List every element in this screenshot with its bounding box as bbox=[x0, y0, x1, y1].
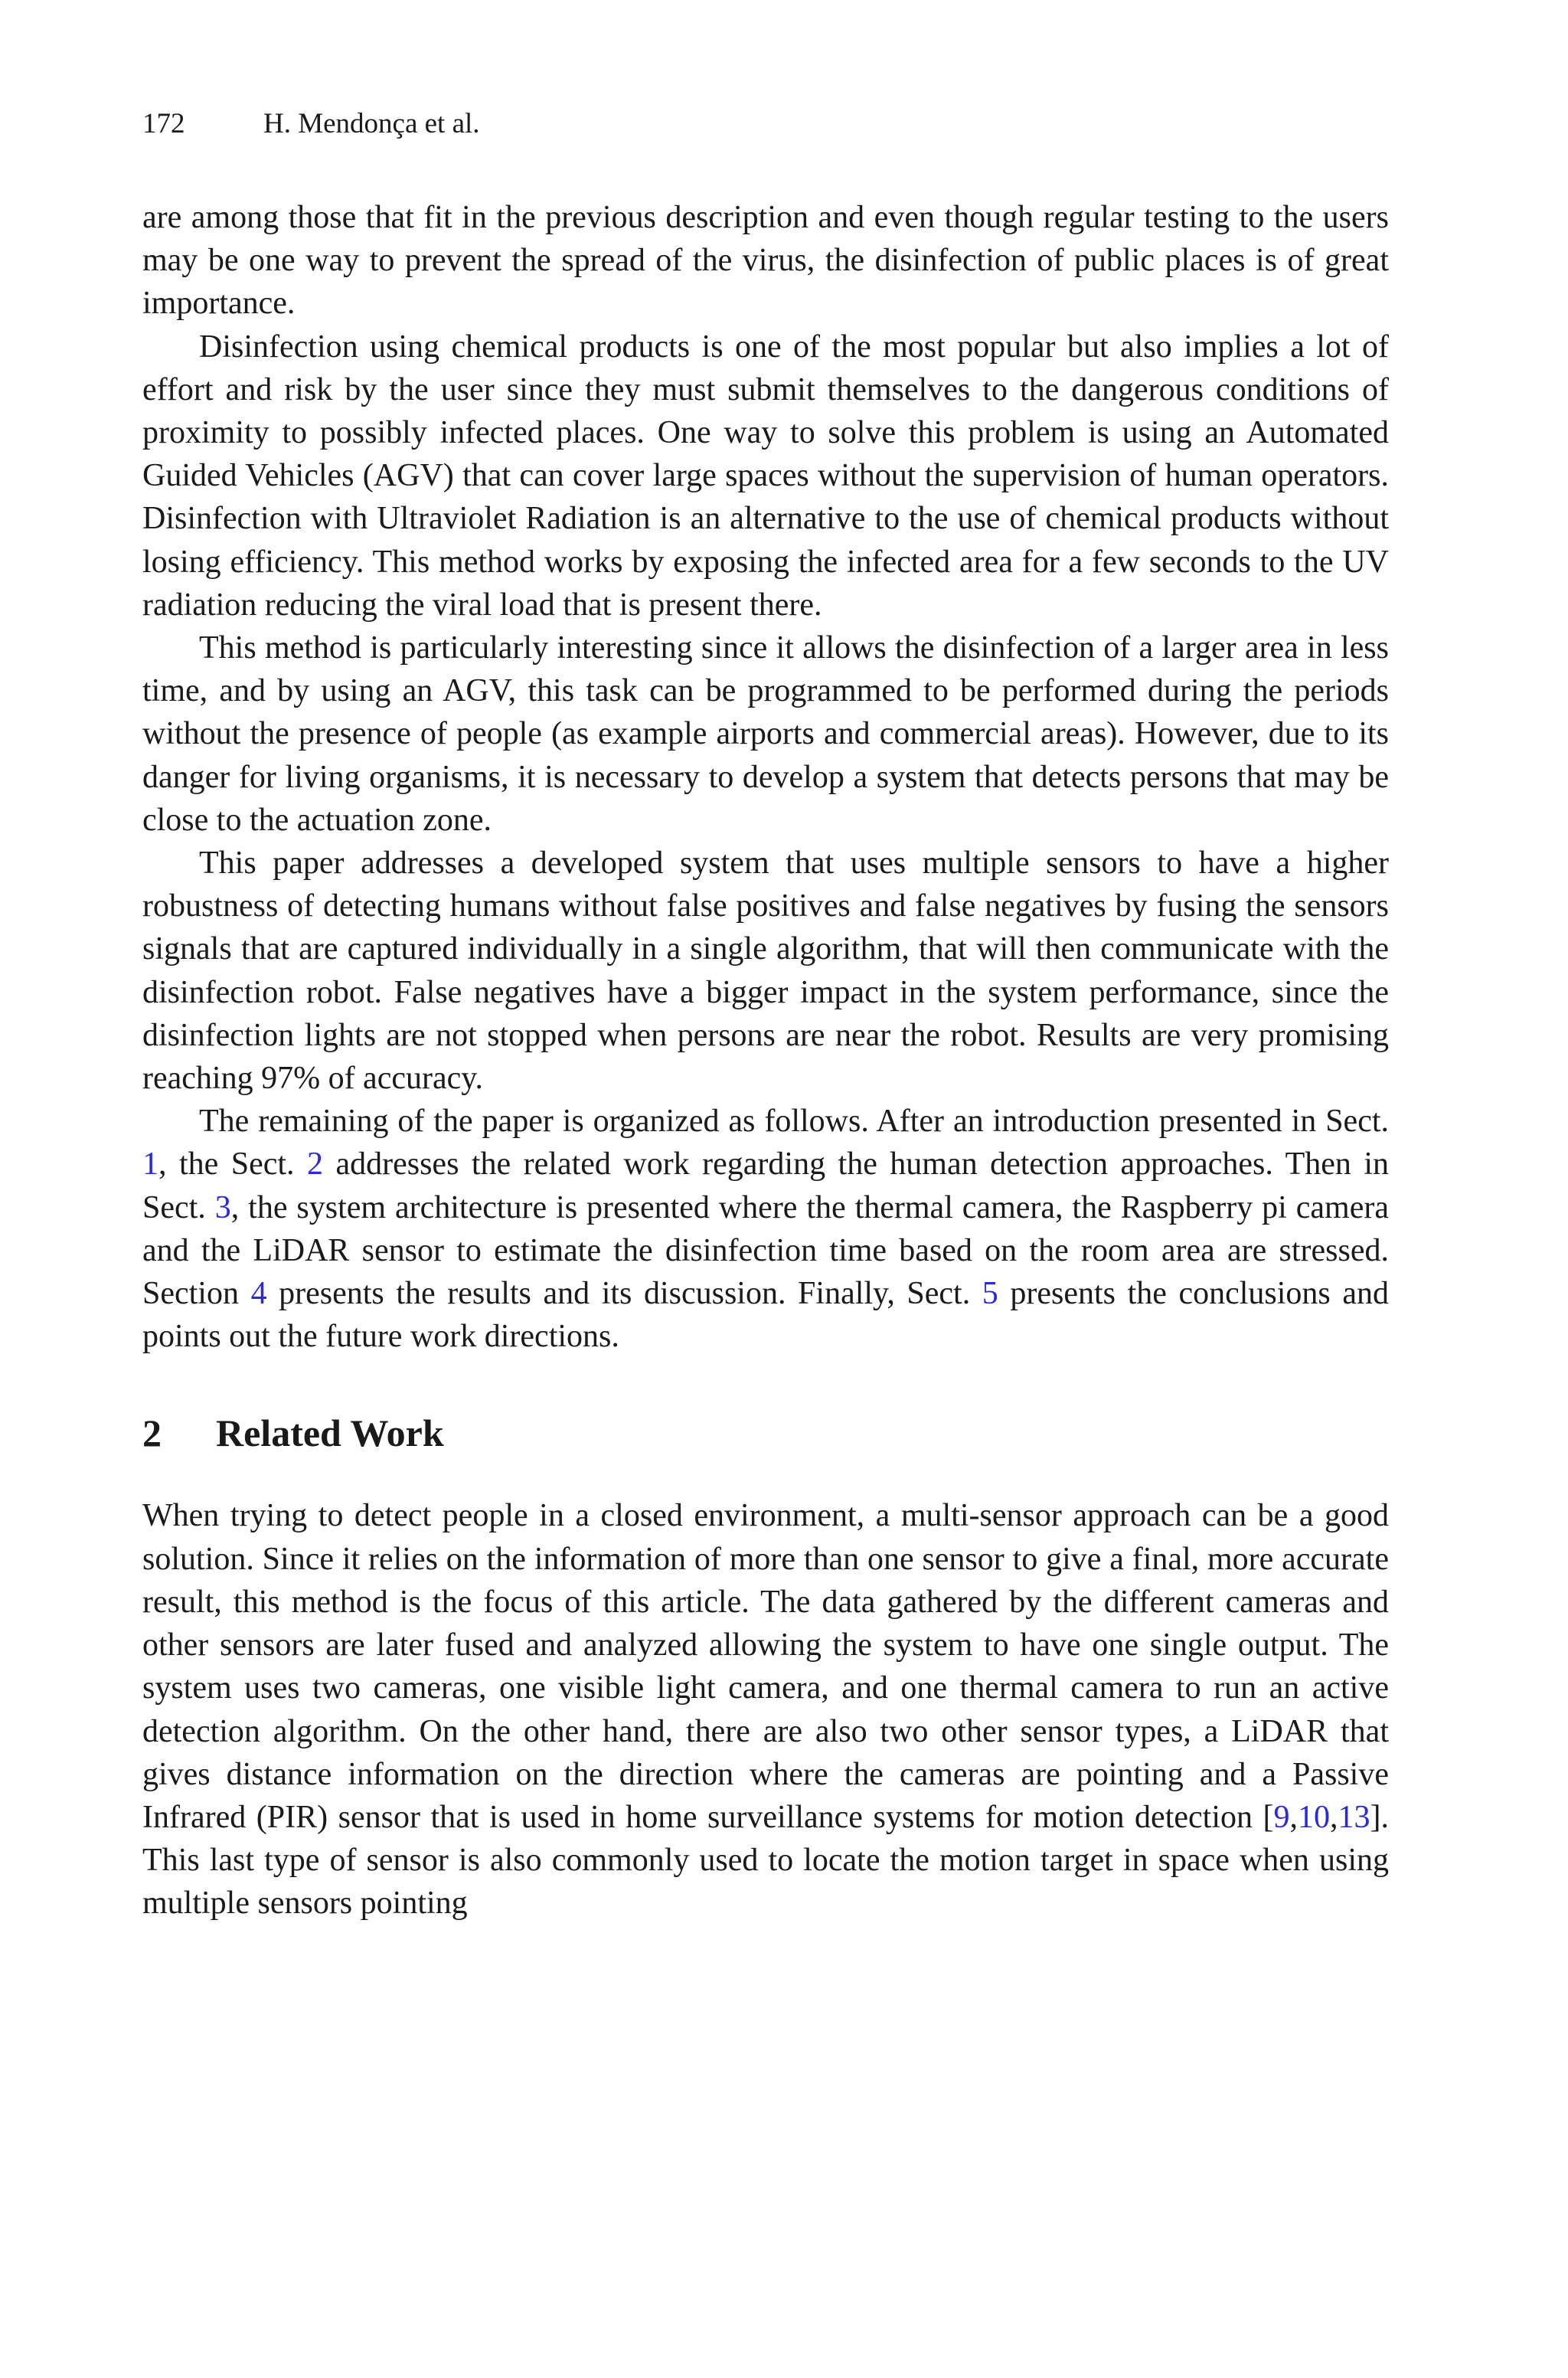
related-work-text-1: When trying to detect people in a closed environment, a multi-sensor approach can be a good solution. Since it relies on the information of more than one sensor to give a final, more accurate result, this method is the focus of this article. The data gathered by the different cameras and other sensors are later fused and analyzed allowing the system to have one single output. The system uses two cameras, one visible light camera, and one thermal camera to run an active detection algorithm. On the other hand, there are also two other sensor types, a LiDAR that gives distance information on the direction where the cameras are pointing and a Passive Infrared (PIR) sensor that is used in home surveillance systems for motion detection [ bbox=[142, 1498, 1389, 1835]
organization-text-6: presents the conclusions and points out the future work directions. bbox=[142, 1276, 1389, 1355]
organization-text-4: , the system architecture is presented where the thermal camera, the Raspberry pi camera and the LiDAR sensor to estimate the disinfection time based on the room area are stressed. Section bbox=[142, 1189, 1389, 1312]
section-title: Related Work bbox=[216, 1411, 444, 1455]
citation-separator-1: , bbox=[1289, 1799, 1298, 1835]
related-work-text-2: ]. This last type of sensor is also commonly used to locate the motion target in space when using multiple sensors pointing bbox=[142, 1799, 1389, 1922]
organization-text-2: , the Sect. bbox=[158, 1146, 308, 1182]
page-number: 172 bbox=[142, 108, 185, 139]
section-number: 2 bbox=[142, 1411, 162, 1455]
sect-ref-2-link[interactable]: 2 bbox=[307, 1146, 324, 1182]
citation-10-link[interactable]: 10 bbox=[1298, 1799, 1330, 1835]
paragraph-system-overview: This paper addresses a developed system that uses multiple sensors to have a higher robustness of detecting humans without false positives and false negatives by fusing the sensors signals that are captured individually in a single algorithm, that will then communicate with the disinfection robot. False negatives have a bigger impact in the system performance, since the disinfection lights are not stopped when persons are near the robot. Results are very promising reaching 97% of accuracy. bbox=[142, 846, 1389, 1097]
organization-text-3: addresses the related work regarding the human detection approaches. Then in Sect. bbox=[142, 1146, 1390, 1225]
organization-text-1: The remaining of the paper is organized as follows. After an introduction presented in Sect. bbox=[199, 1104, 1389, 1140]
citation-separator-2: , bbox=[1330, 1799, 1338, 1835]
running-head-authors: H. Mendonça et al. bbox=[263, 108, 480, 139]
paragraph-organization bbox=[142, 1100, 1389, 1358]
citation-13-link[interactable]: 13 bbox=[1338, 1799, 1370, 1835]
sect-ref-3-link[interactable]: 3 bbox=[214, 1189, 231, 1225]
running-head bbox=[142, 107, 480, 141]
paragraph-method-interest: This method is particularly interesting since it allows the disinfection of a larger area in less time, and by using an AGV, this task can be programmed to be performed during the periods without the presence of people (as example airports and commercial areas). However, due to its danger for living organisms, it is necessary to develop a system that detects persons that may be close to the actuation zone. bbox=[142, 630, 1389, 838]
body-text bbox=[142, 196, 1389, 1925]
section-heading-related-work bbox=[142, 1358, 1389, 1494]
organization-text-5: presents the results and its discussion. Finally, Sect. bbox=[266, 1276, 982, 1312]
paragraph-related-work bbox=[142, 1494, 1389, 1925]
sect-ref-5-link[interactable]: 5 bbox=[982, 1276, 998, 1312]
sect-ref-4-link[interactable]: 4 bbox=[250, 1276, 267, 1312]
sect-ref-1-link[interactable]: 1 bbox=[142, 1146, 158, 1182]
paragraph-disinfection-chemical: Disinfection using chemical products is one of the most popular but also implies a lot of effort and risk by the user since they must submit themselves to the dangerous conditions of proximity to possibly infected places. One way to solve this problem is using an Automated Guided Vehicles (AGV) that can cover large spaces without the supervision of human operators. Disinfection with Ultraviolet Radiation is an alternative to the use of chemical products without losing efficiency. This method works by exposing the infected area for a few seconds to the UV radiation reducing the viral load that is present there. bbox=[142, 329, 1389, 623]
citation-9-link[interactable]: 9 bbox=[1273, 1799, 1290, 1835]
paragraph-continuation: are among those that fit in the previous description and even though regular testing to the users may be one way to prevent the spread of the virus, the disinfection of public places is of great importance. bbox=[142, 200, 1389, 322]
